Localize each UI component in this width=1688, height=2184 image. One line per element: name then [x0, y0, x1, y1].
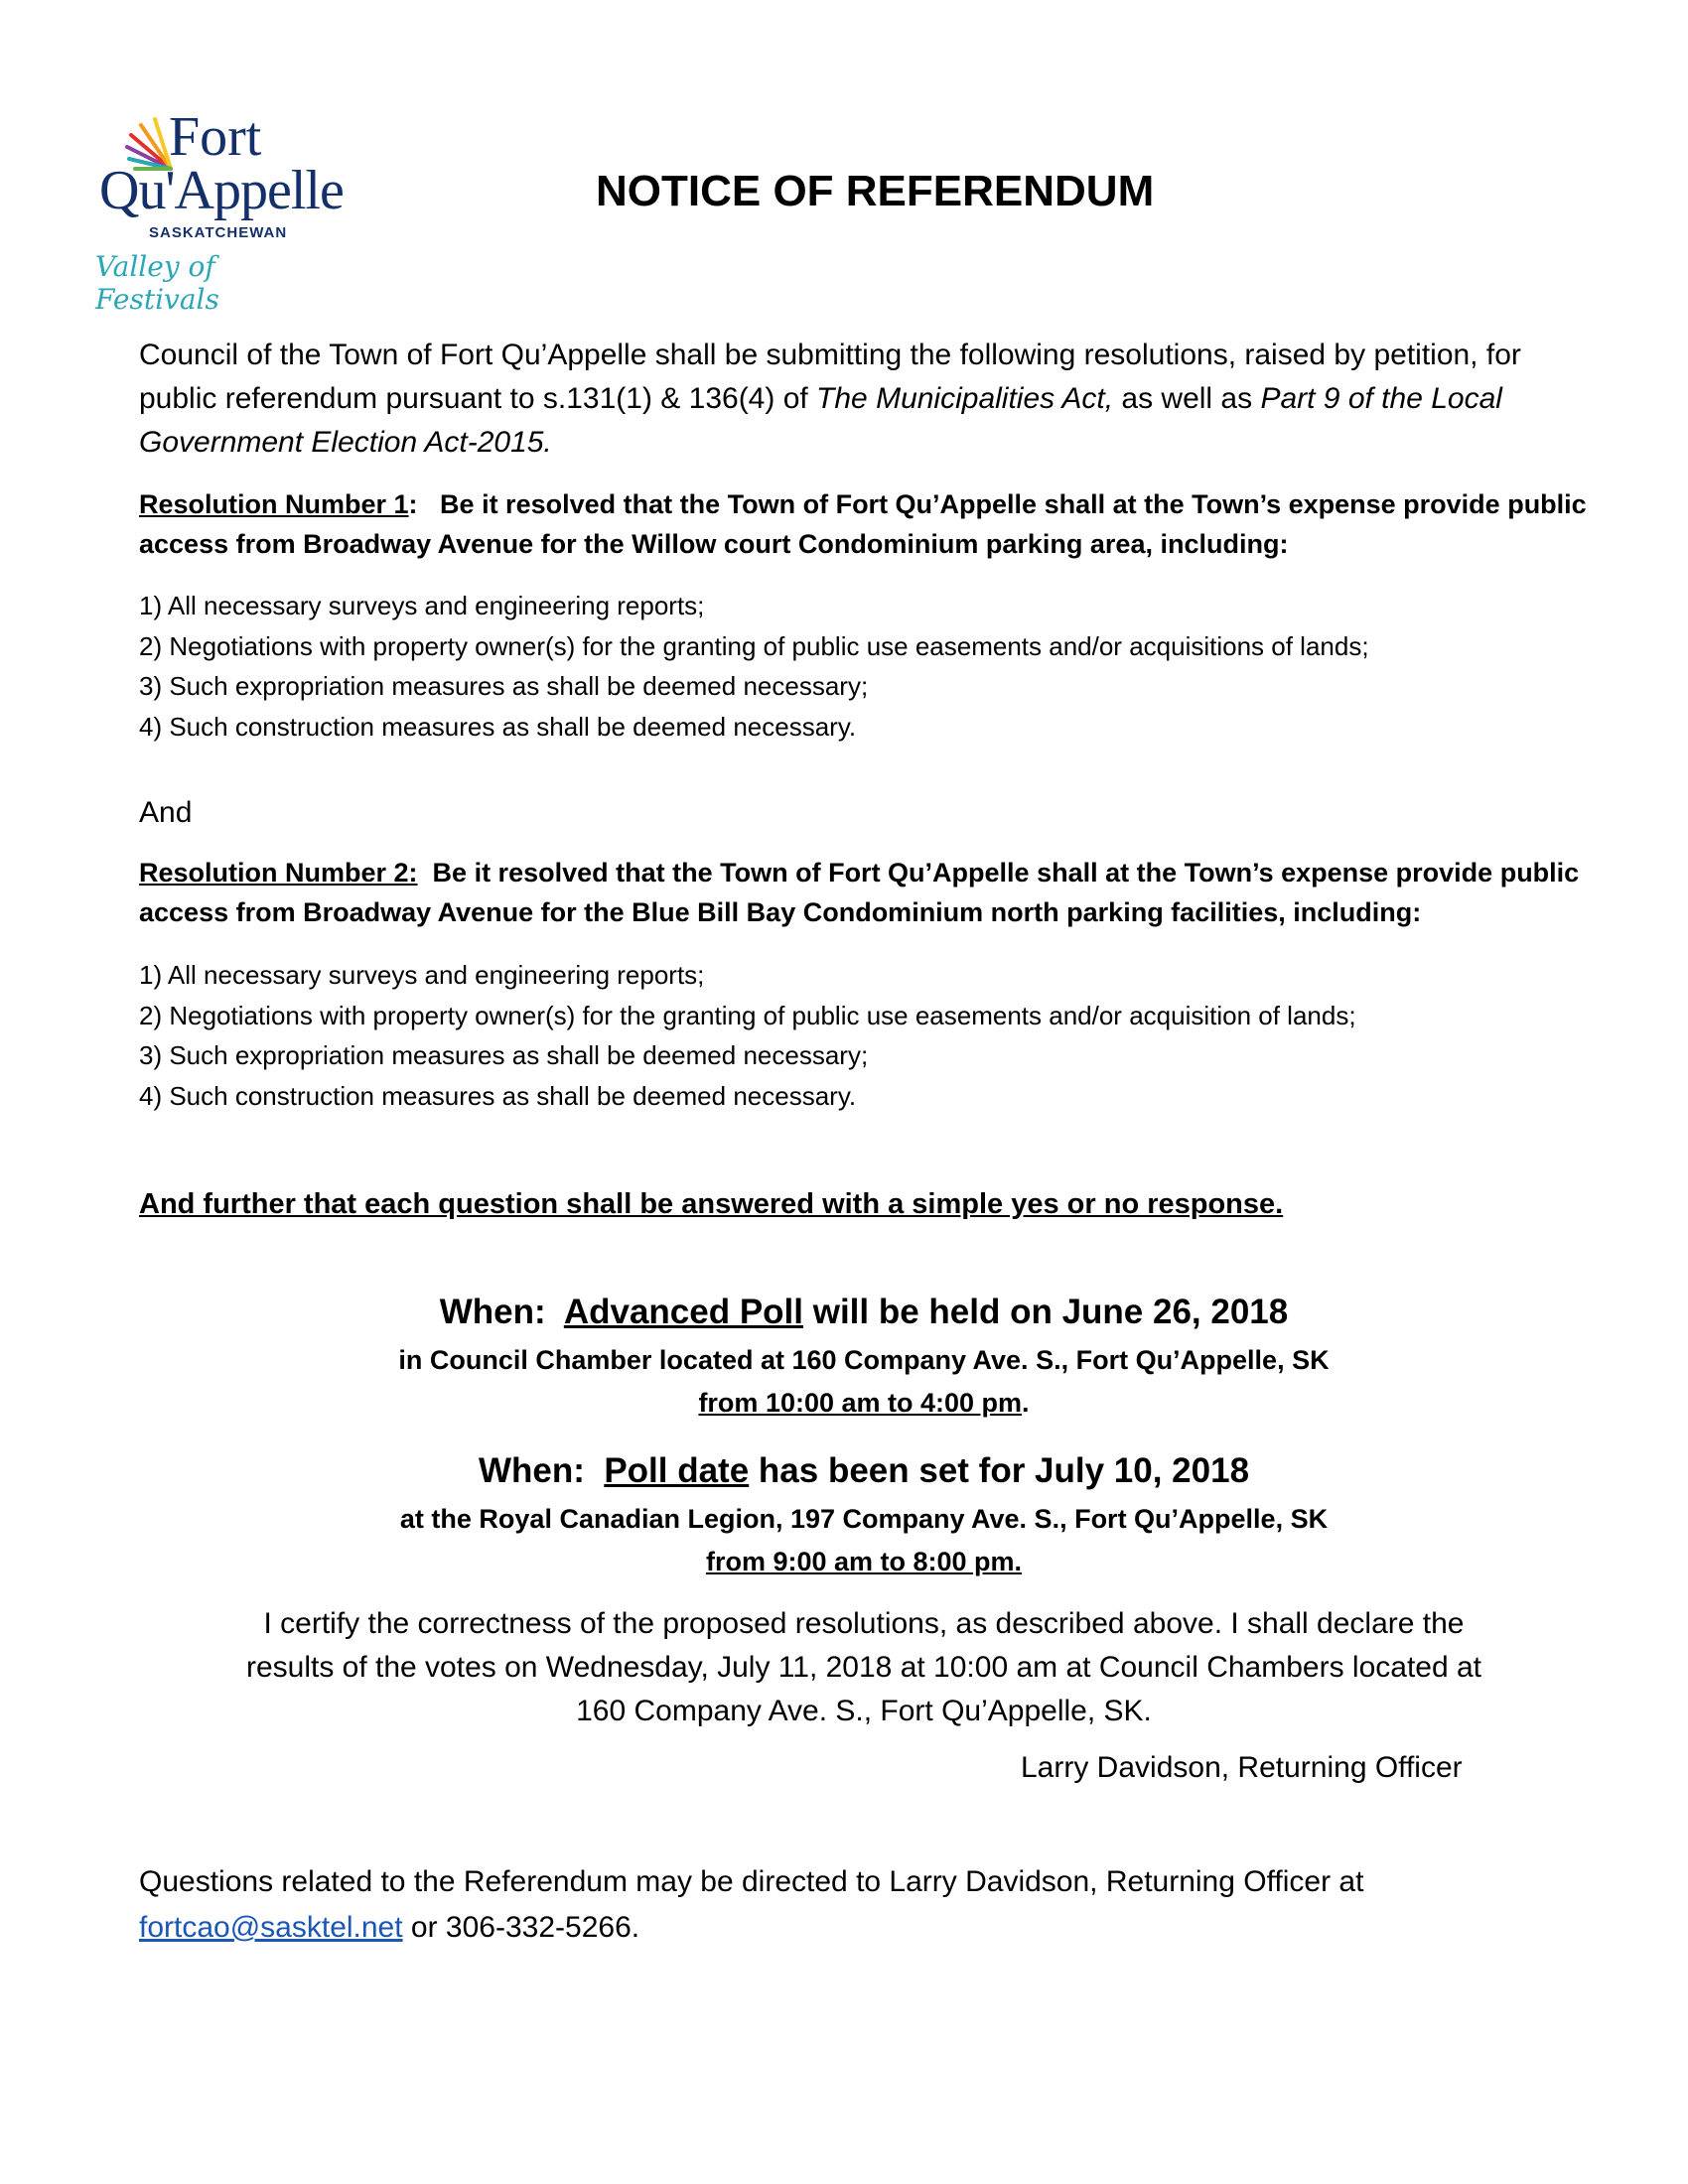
list-item: 2) Negotiations with property owner(s) for the granting of public use easements and/or acquisition of lands; [139, 1000, 1356, 1030]
advanced-poll-heading [139, 1293, 1589, 1332]
list-item: 3) Such expropriation measures as shall be deemed necessary; [139, 671, 869, 701]
advanced-poll-label: Advanced Poll [563, 1293, 803, 1331]
poll-date-location: at the Royal Canadian Legion, 197 Company Ave. S., Fort Qu’Appelle, SK [399, 1504, 1329, 1534]
questions-text: Questions related to the Referendum may be directed to Larry Davidson, Returning Officer at [139, 1865, 1364, 1898]
poll-date-heading [139, 1451, 1589, 1491]
resolution-1-colon: : [408, 489, 418, 519]
and-text: And [139, 796, 193, 829]
poll-date-value: has been set for July 10, 2018 [749, 1451, 1250, 1490]
logo-word-fort: Fort [169, 106, 262, 168]
intro-text-2: as well as [1113, 382, 1261, 415]
certification-line-2: results of the votes on Wednesday, July 11, 2018 at 10:00 am at Council Chambers located at [245, 1651, 1482, 1684]
list-item: 3) Such expropriation measures as shall be deemed necessary; [139, 1040, 869, 1070]
list-item: 1) All necessary surveys and engineering reports; [139, 591, 705, 620]
list-item: 4) Such construction measures as shall be deemed necessary. [139, 711, 857, 742]
questions-paragraph [139, 1859, 1589, 1951]
resolution-2 [139, 853, 1589, 932]
resolution-1-label: Resolution Number 1 [139, 489, 409, 519]
page-title: NOTICE OF REFERENDUM [596, 167, 1155, 215]
advanced-poll-date: will be held on June 26, 2018 [803, 1293, 1289, 1331]
list-item: 4) Such construction measures as shall be deemed necessary. [139, 1080, 857, 1111]
advanced-poll-location: in Council Chamber located at 160 Company Ave. S., Fort Qu’Appelle, SK [398, 1345, 1330, 1375]
poll-date-time-line [139, 1547, 1589, 1577]
advanced-poll-time: from 10:00 am to 4:00 pm [698, 1388, 1023, 1418]
intro-text-1: Council of the Town of Fort Qu’Appelle shall be submitting the following resolutions, raised by petition, for public referendum pursuant to s.131(1) & 136(4) of [139, 339, 1521, 415]
resolution-1-list [139, 586, 1589, 747]
phone-text: or 306-332-5266. [402, 1911, 640, 1944]
election-act: Part 9 of the Local Government Election Act-2015. [139, 382, 1502, 459]
resolution-1-text: Be it resolved that the Town of Fort Qu’Appelle shall at the Town’s expense provide public access from Broadway Avenue for the Willow court Condominium parking area, including: [139, 489, 1587, 559]
intro-paragraph [139, 334, 1589, 465]
poll-date-prefix: When: [478, 1451, 585, 1490]
resolution-2-label: Resolution Number 2: [139, 858, 418, 887]
advanced-poll-time-end: . [1022, 1388, 1030, 1418]
advanced-poll-prefix: When: [439, 1293, 546, 1331]
town-logo [87, 106, 344, 316]
list-item: 1) All necessary surveys and engineering reports; [139, 960, 705, 990]
poll-date-label: Poll date [604, 1451, 750, 1490]
signer-name: Larry Davidson, Returning Officer [1021, 1751, 1463, 1784]
advanced-poll-time-line [139, 1388, 1589, 1419]
resolution-1 [139, 484, 1589, 564]
further-statement: And further that each question shall be answered with a simple yes or no response. [139, 1188, 1284, 1220]
certification-line-1: I certify the correctness of the proposed resolutions, as described above. I shall declare the [263, 1607, 1465, 1640]
list-item: 2) Negotiations with property owner(s) for the granting of public use easements and/or acquisitions of lands; [139, 630, 1369, 661]
municipalities-act: The Municipalities Act, [816, 382, 1114, 415]
email-link[interactable]: fortcao@sasktel.net [139, 1911, 403, 1944]
certification-line-3: 160 Company Ave. S., Fort Qu’Appelle, SK. [576, 1695, 1152, 1727]
resolution-2-list [139, 955, 1589, 1116]
logo-tagline: Valley of Festivals [95, 250, 219, 316]
logo-word-saskatchewan: SASKATCHEWAN [149, 224, 288, 241]
resolution-2-text: Be it resolved that the Town of Fort Qu’Appelle shall at the Town’s expense provide public access from Broadway Avenue for the Blue Bill Bay Condominium north parking facilities, including: [139, 858, 1580, 927]
logo-word-quappelle: Qu'Appelle [99, 160, 344, 221]
poll-date-time: from 9:00 am to 8:00 pm. [705, 1547, 1023, 1576]
